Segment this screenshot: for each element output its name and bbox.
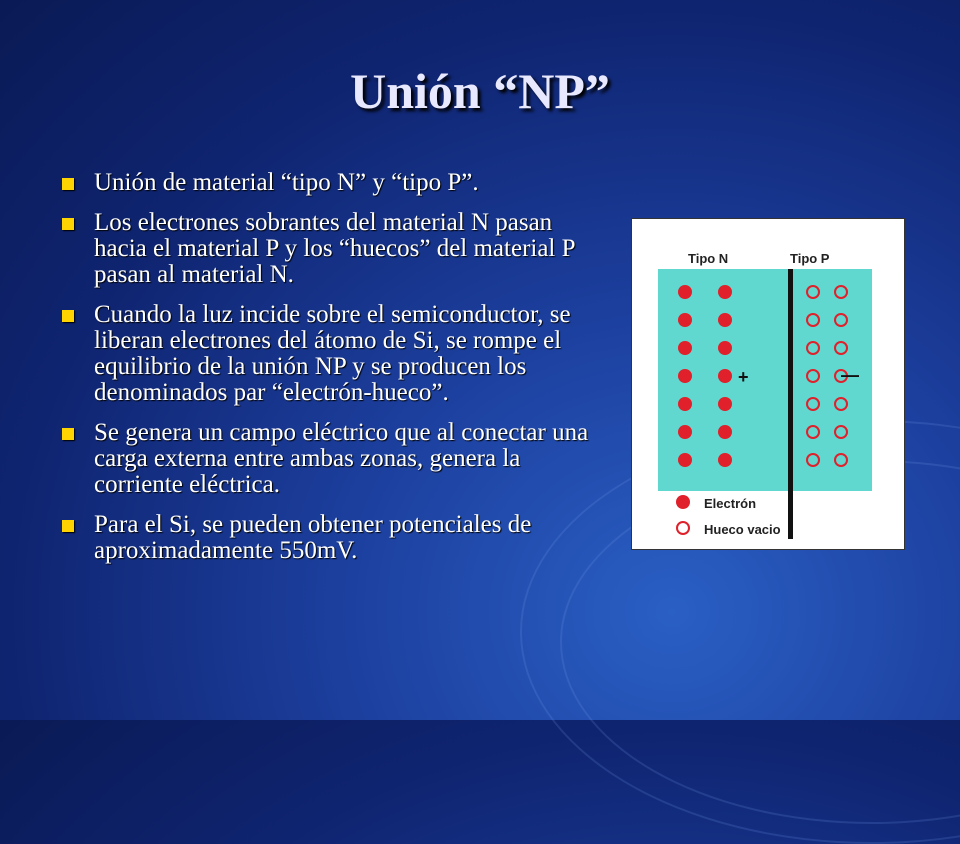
- electron-dot: [678, 369, 692, 383]
- electron-dot: [678, 313, 692, 327]
- hole-circle: [834, 313, 848, 327]
- bullet-square-icon: [62, 218, 74, 230]
- hole-circle: [806, 369, 820, 383]
- bullet-list: [60, 170, 605, 578]
- hole-circle: [834, 341, 848, 355]
- hole-circle: [834, 397, 848, 411]
- electron-dot: [718, 341, 732, 355]
- bullet-square-icon: [62, 310, 74, 322]
- electron-dot: [718, 397, 732, 411]
- bullet-square-icon: [62, 428, 74, 440]
- bullet-text: Los electrones sobrantes del material N pasan hacia el material P y los “huecos” del material P pasan al material N.: [94, 209, 575, 288]
- hole-circle: [834, 425, 848, 439]
- slide-title: Unión “NP”: [350, 63, 610, 119]
- bullet-item: [60, 302, 605, 406]
- electron-dot: [718, 285, 732, 299]
- junction-divider: [788, 269, 793, 539]
- electron-dot: [678, 425, 692, 439]
- plus-sign: +: [738, 367, 749, 387]
- hole-circle: [806, 341, 820, 355]
- bullet-square-icon: [62, 520, 74, 532]
- hole-circle: [806, 425, 820, 439]
- tipo-p-label: Tipo P: [790, 251, 830, 266]
- hole-circle: [806, 285, 820, 299]
- hole-circle: [806, 313, 820, 327]
- electron-dot: [678, 285, 692, 299]
- hole-legend-label: Hueco vacio: [704, 522, 781, 537]
- hole-circle: [806, 453, 820, 467]
- bullet-text: Se genera un campo eléctrico que al conectar una carga externa entre ambas zonas, genera la corriente eléctrica.: [94, 419, 589, 498]
- bullet-text: Cuando la luz incide sobre el semiconductor, se liberan electrones del átomo de Si, se rompe el equilibrio de la unión NP y se producen los denominados par “electrón-hueco”.: [94, 301, 571, 406]
- bullet-item: [60, 420, 605, 498]
- bullet-item: [60, 512, 605, 564]
- bullet-text: Unión de material “tipo N” y “tipo P”.: [94, 169, 479, 196]
- electron-dot: [678, 341, 692, 355]
- electron-dot: [718, 425, 732, 439]
- electron-dot: [678, 397, 692, 411]
- minus-sign: —: [841, 365, 859, 385]
- junction-panel: [658, 269, 872, 491]
- bullet-item: [60, 210, 605, 288]
- hole-circle: [834, 453, 848, 467]
- hole-circle: [834, 285, 848, 299]
- bullet-square-icon: [62, 178, 74, 190]
- hole-circle: [806, 397, 820, 411]
- electron-dot: [718, 453, 732, 467]
- electron-legend-label: Electrón: [704, 496, 757, 511]
- bullet-item: [60, 170, 605, 196]
- tipo-n-label: Tipo N: [688, 251, 729, 266]
- electron-legend-icon: [676, 495, 690, 509]
- bullet-text: Para el Si, se pueden obtener potenciales de aproximadamente 550mV.: [94, 511, 532, 564]
- electron-dot: [718, 369, 732, 383]
- electron-dot: [718, 313, 732, 327]
- np-junction-diagram: [631, 218, 905, 550]
- electron-dot: [678, 453, 692, 467]
- hole-legend-icon: [676, 521, 690, 535]
